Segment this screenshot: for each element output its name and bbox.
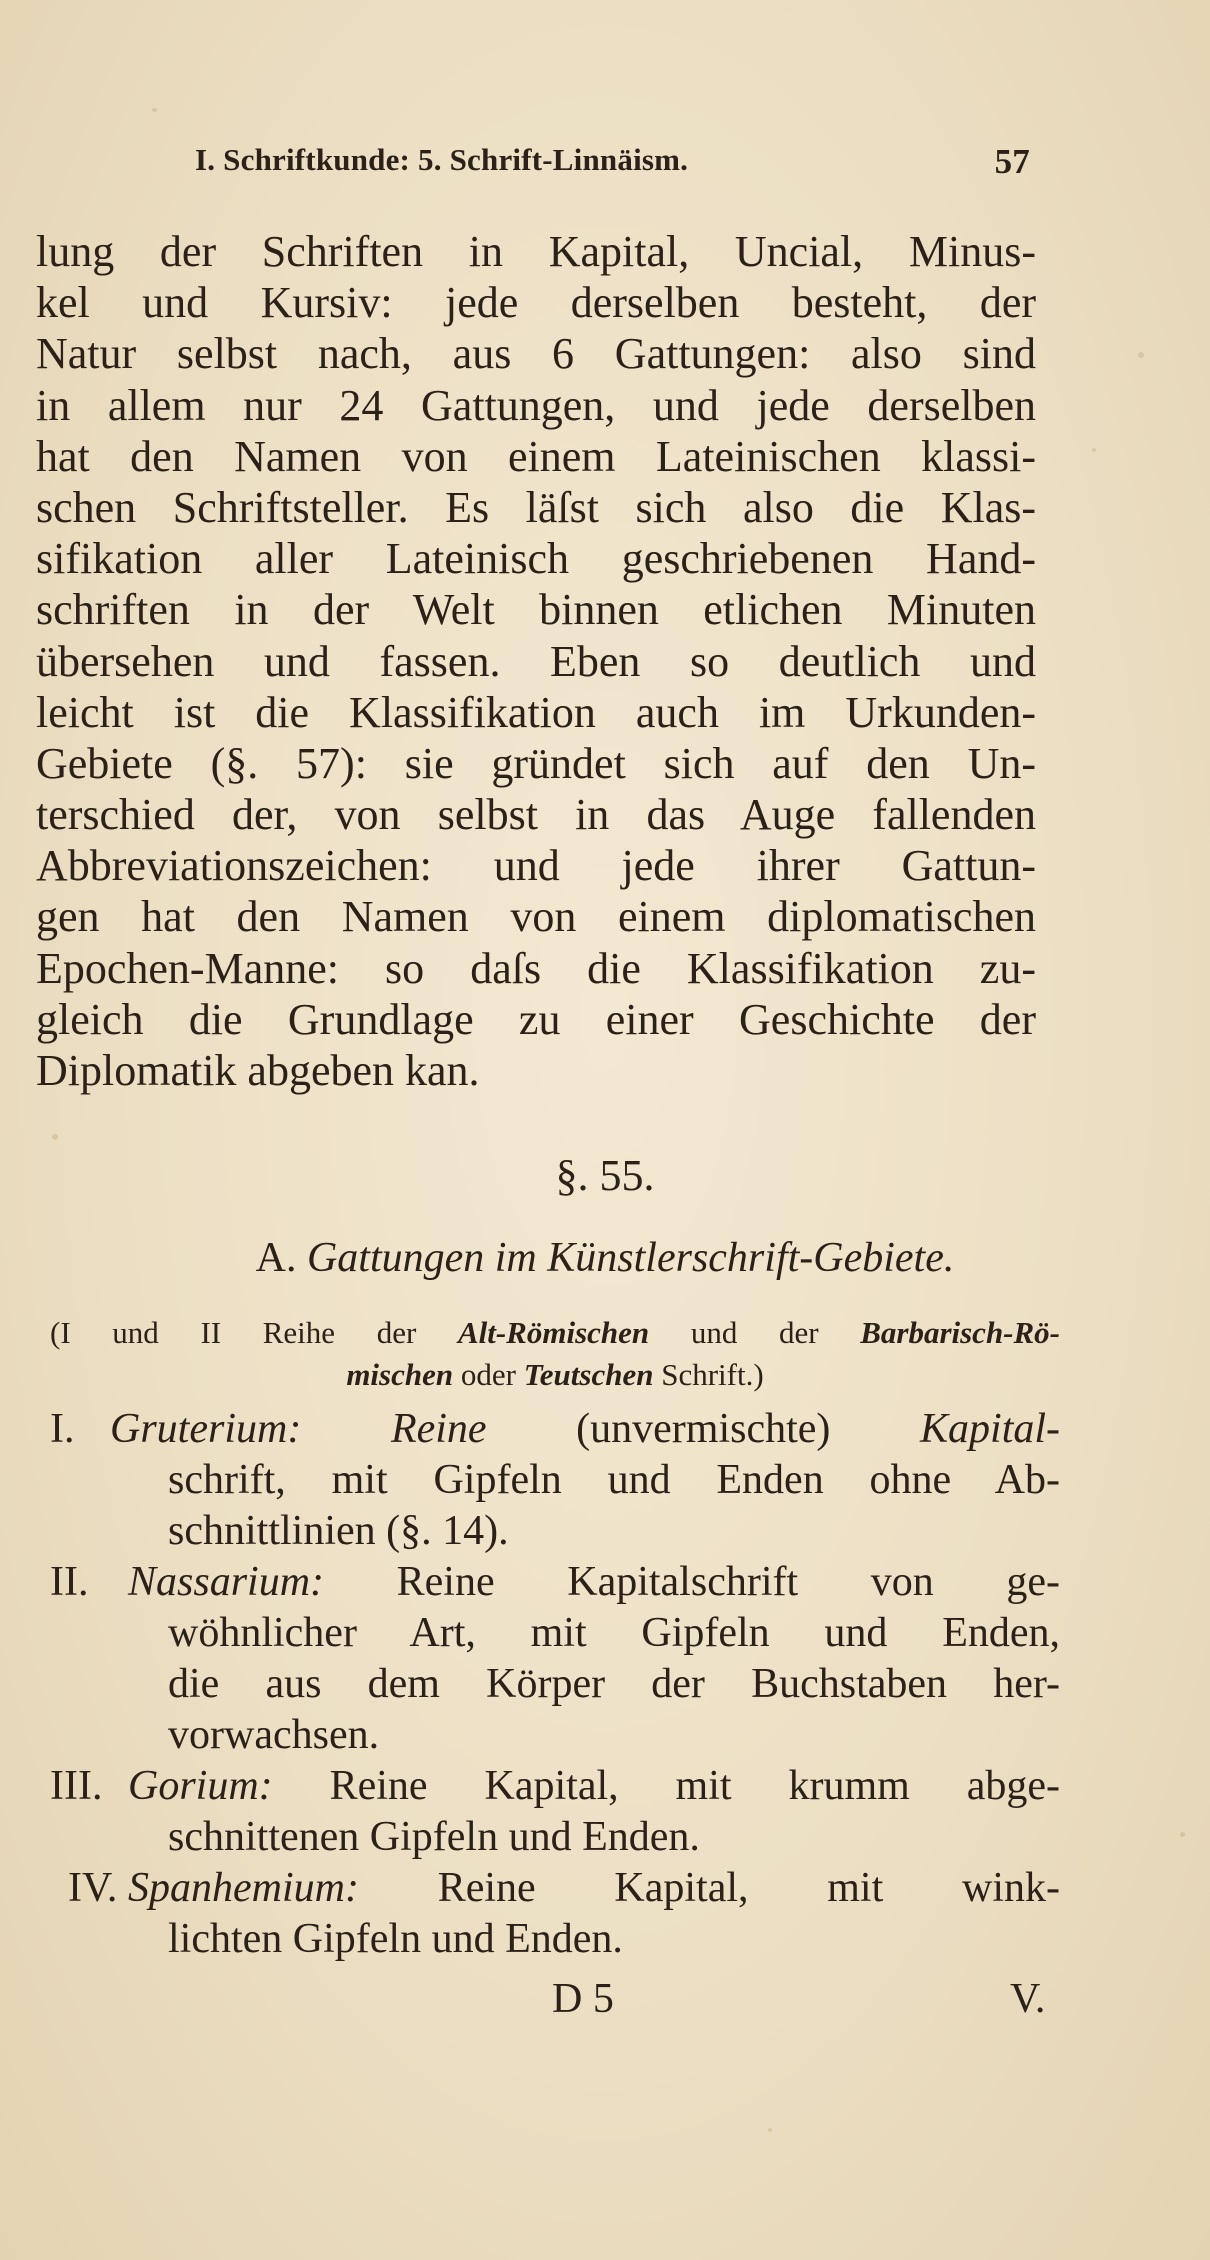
item-text: (unvermischte) xyxy=(576,1406,831,1452)
text-line: hat den Namen von einem Lateinischen klassi- xyxy=(36,431,1036,481)
paper-speck xyxy=(1092,448,1096,452)
list-item xyxy=(50,1404,1060,1557)
text-line: terschied der, von selbst in das Auge fallenden xyxy=(36,790,1036,840)
paper-speck xyxy=(768,2128,772,2132)
running-title: I. Schriftkunde: 5. Schrift-Linnäism. xyxy=(195,142,689,177)
catchword: V. xyxy=(1010,1976,1046,2022)
text-line: Gebiete (§. 57): sie gründet sich auf den Un- xyxy=(36,738,1036,788)
text-line: schen Schriftsteller. Es läſst sich also die Klas- xyxy=(36,482,1036,532)
subnote-line-2 xyxy=(50,1354,1060,1396)
item-number: III. xyxy=(50,1763,103,1809)
subnote-line-1 xyxy=(50,1312,1060,1354)
section-subnote xyxy=(50,1312,1060,1396)
item-first-line xyxy=(128,1557,1060,1608)
text-line: sifikation aller Lateinisch geschriebenen Hand- xyxy=(36,534,1036,584)
text-line: in allem nur 24 Gattungen, und jede derselben xyxy=(36,380,1036,430)
text-line: kel und Kursiv: jede derselben besteht, der xyxy=(36,278,1036,328)
section-heading-prefix: A. xyxy=(255,1235,297,1281)
subnote-text: Schrift.) xyxy=(661,1357,764,1392)
main-paragraph xyxy=(36,226,1036,1096)
list-item xyxy=(50,1863,1060,1965)
subnote-text: (I und II Reihe der xyxy=(50,1315,417,1350)
subnote-text: oder xyxy=(460,1357,516,1392)
list-item xyxy=(50,1557,1060,1761)
text-line: gen hat den Namen von einem diplomatischen xyxy=(36,892,1036,942)
item-first-line xyxy=(128,1761,1060,1812)
running-header xyxy=(195,142,1030,192)
item-name: Gruterium: xyxy=(110,1406,302,1452)
text-line: Abbreviationszeichen: und jede ihrer Gattun- xyxy=(36,841,1036,891)
item-line: schnittlinien (§. 14). xyxy=(168,1508,509,1554)
page-number: 57 xyxy=(994,142,1030,181)
subnote-italic: Barbarisch-Rö- xyxy=(860,1315,1061,1350)
subnote-text: und der xyxy=(690,1315,819,1350)
text-line: Epochen-Manne: so daſs die Klassifikation zu- xyxy=(36,943,1036,993)
item-number: II. xyxy=(50,1559,89,1605)
item-line: schrift, mit Gipfeln und Enden ohne Ab- xyxy=(168,1457,1060,1503)
item-number: IV. xyxy=(68,1865,118,1911)
text-line: übersehen und fassen. Eben so deutlich und xyxy=(36,636,1036,686)
paper-speck xyxy=(152,108,157,112)
item-line: lichten Gipfeln und Enden. xyxy=(168,1916,623,1962)
text-line: schriften in der Welt binnen etlichen Minuten xyxy=(36,585,1036,635)
item-line: wöhnlicher Art, mit Gipfeln und Enden, xyxy=(168,1610,1060,1656)
item-line: die aus dem Körper der Buchstaben her- xyxy=(168,1661,1060,1707)
signature-mark: D 5 xyxy=(552,1976,614,2022)
item-line: vorwachsen. xyxy=(168,1712,380,1758)
paper-speck xyxy=(1180,1832,1185,1837)
item-italic-word: Kapital- xyxy=(920,1406,1061,1452)
paper-speck xyxy=(52,1134,58,1140)
item-first-line xyxy=(110,1404,1060,1455)
item-text: Reine Kapital, mit krumm abge- xyxy=(329,1763,1061,1809)
text-line: Natur selbst nach, aus 6 Gattungen: also sind xyxy=(36,329,1036,379)
list-item xyxy=(50,1761,1060,1863)
item-first-line xyxy=(128,1863,1060,1914)
subnote-italic: Teutschen xyxy=(523,1357,654,1392)
subnote-italic: mischen xyxy=(346,1357,454,1392)
item-italic-word: Reine xyxy=(390,1406,487,1452)
script-type-list xyxy=(50,1404,1060,1965)
item-name: Gorium: xyxy=(128,1763,273,1809)
item-name: Nassarium: xyxy=(128,1559,325,1605)
item-text: Reine Kapital, mit wink- xyxy=(437,1865,1060,1911)
item-text: Reine Kapitalschrift von ge- xyxy=(396,1559,1060,1605)
section-heading xyxy=(0,1234,1210,1282)
text-line: gleich die Grundlage zu einer Geschichte der xyxy=(36,994,1036,1044)
section-heading-title: Gattungen im Künstlerschrift-Gebiete. xyxy=(306,1235,955,1281)
text-line: leicht ist die Klassifikation auch im Urkunden- xyxy=(36,687,1036,737)
text-line: lung der Schriften in Kapital, Uncial, Minus- xyxy=(36,227,1036,276)
item-number: I. xyxy=(50,1406,75,1452)
text-line: Diplomatik abgeben kan. xyxy=(36,1046,480,1095)
item-name: Spanhemium: xyxy=(128,1865,359,1911)
paper-speck xyxy=(1138,352,1144,358)
section-number: §. 55. xyxy=(555,1151,655,1200)
item-line: schnittenen Gipfeln und Enden. xyxy=(168,1814,700,1860)
subnote-italic: Alt-Römischen xyxy=(457,1315,650,1350)
